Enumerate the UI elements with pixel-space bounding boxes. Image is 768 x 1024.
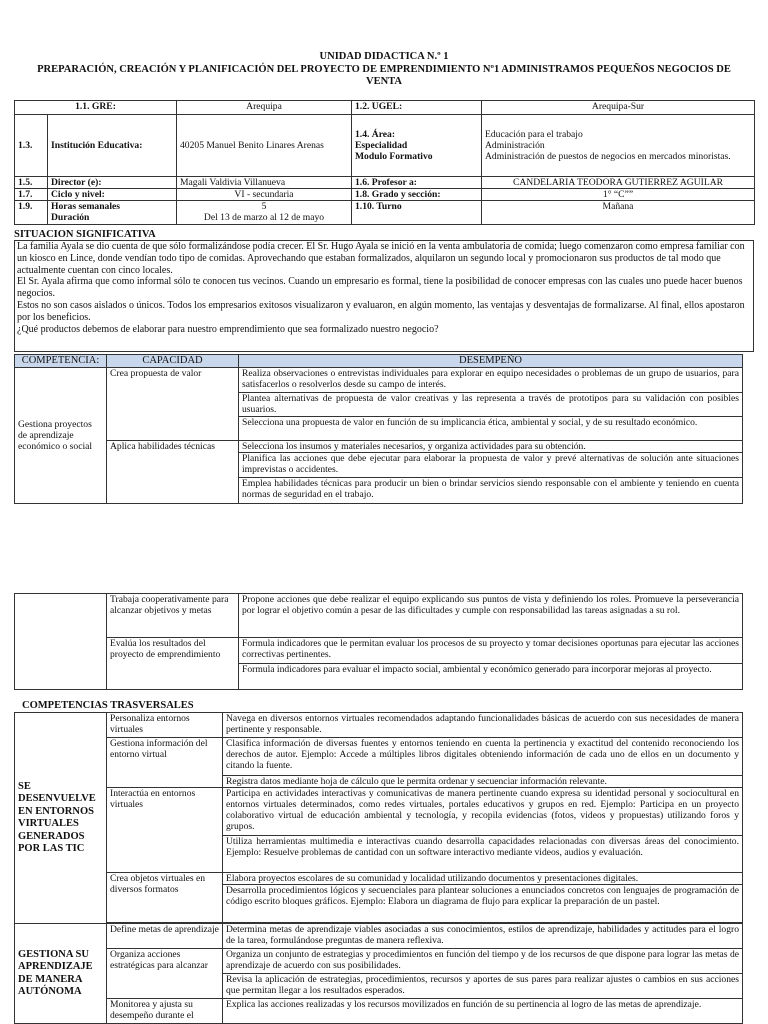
- capacity-header: CAPACIDAD: [107, 355, 239, 368]
- capacity-cell: Evalúa los resultados del proyecto de emprendimiento: [107, 638, 239, 690]
- unit-title: UNIDAD DIDACTICA N.º 1: [319, 51, 449, 62]
- horas-labels: [48, 201, 177, 225]
- gre-label: 1.1. GRE:: [15, 101, 177, 115]
- horas-value: 5: [261, 201, 267, 212]
- situation-paragraph: Estos no son casos aislados o únicos. Todos los empresarios exitosos visualizaron y evaluaron, en algún momento, las ventajas y desventajas de formalizarse. Al final, ellos apostaron por los beneficios.: [17, 299, 745, 323]
- area-labels: [352, 115, 482, 177]
- situation-paragraph: La familia Ayala se dio cuenta de que sólo formalizándose podía crecer. El Sr. Hugo Ayala se inició en la venta ambulatoria de comida; luego comenzaron como empresa familiar con un kiosco en Lince, donde vendían todo tipo de comidas. Aprovechando que estaban formalizados, alquilaron un segundo local y promocionaron sus productos de tal modo que actualmente cuentan con cinco locales.: [17, 241, 745, 276]
- grado-label: 1.8. Grado y sección:: [352, 189, 482, 201]
- situation-box: [14, 240, 754, 352]
- transversal-competency: GESTIONA SU APRENDIZAJE DE MANERA AUTÓNOMA: [15, 924, 107, 1024]
- horas-num: 1.9.: [15, 201, 48, 225]
- competency-table-continued: [14, 593, 743, 690]
- performance-cell: Realiza observaciones o entrevistas individuales para explorar en equipo necesidades o problemas de un grupo de usuarios, para satisfacerlos o resolverlos desde su campo de interés.: [239, 368, 743, 393]
- performance-cell: Utiliza herramientas multimedia e interactivas cuando desarrolla capacidades relacionadas con diversas áreas del conocimiento. Ejemplo: Resuelve problemas de cantidad con un software interactivo mediante videos, audios y evaluación.: [223, 836, 743, 873]
- profesor-value: CANDELARIA TEODORA GUTIERREZ AGUILAR: [482, 177, 755, 189]
- capacity-cell: Crea propuesta de valor: [107, 368, 239, 441]
- area-label: 1.4. Área:: [355, 129, 396, 140]
- performance-cell: Revisa la aplicación de estrategias, procedimientos, recursos y aportes de sus pares para realizar ajustes o cambios en sus acciones que permitan llegar a los resultados esperados.: [223, 974, 743, 999]
- situation-heading: SITUACION SIGNIFICATIVA: [14, 229, 156, 240]
- performance-cell: Clasifica información de diversas fuentes y entornos teniendo en cuenta la pertinencia y exactitud del contenido reconociendo los derechos de autor. Ejemplo: Accede a múltiples libros digitales obteniendo información de cada uno de ellos en un documento y citando la fuente.: [223, 738, 743, 776]
- performance-cell: Propone acciones que debe realizar el equipo explicando sus puntos de vista y definiendo los roles. Promueve la perseverancia por lograr el objetivo común a pesar de las dificultades y cumple con responsabilidad las tareas asignadas a su rol.: [239, 594, 743, 638]
- area-values: [482, 115, 755, 177]
- ie-label: Institución Educativa:: [48, 115, 177, 177]
- performance-cell: Desarrolla procedimientos lógicos y secuenciales para plantear soluciones a enunciados concretos con lenguajes de programación de código escrito bloques gráficos. Ejemplo: Elabora un diagrama de flujo para explicar la preparación de un pastel.: [223, 885, 743, 923]
- especialidad-value: Administración: [485, 140, 545, 151]
- horas-values: [177, 201, 352, 225]
- situation-paragraph: El Sr. Ayala afirma que como informal sólo te conocen tus vecinos. Cuando un empresario es formal, tiene la posibilidad de conocer empresas con las cuales uno puede hacer buenos negocios.: [17, 276, 743, 300]
- capacity-cell: Aplica habilidades técnicas: [107, 441, 239, 504]
- modulo-value: Administración de puestos de negocios en mercados minoristas.: [485, 151, 731, 162]
- competency-header: COMPETENCIA:: [15, 355, 107, 368]
- director-value: Magali Valdivia Villanueva: [177, 177, 352, 189]
- performance-cell: Determina metas de aprendizaje viables asociadas a sus conocimientos, estilos de aprendizaje, habilidades y actitudes para el logro de la tarea, formulándose preguntas de manera reflexiva.: [223, 924, 743, 949]
- performance-cell: Elabora proyectos escolares de su comunidad y localidad utilizando documentos y presentaciones digitales.: [223, 873, 743, 885]
- performance-cell: Emplea habilidades técnicas para producir un bien o brindar servicios siendo responsable con el ambiente y teniendo en cuenta normas de seguridad en el trabajo.: [239, 478, 743, 504]
- turno-label: 1.10. Turno: [352, 201, 482, 225]
- performance-header: DESEMPEÑO: [239, 355, 743, 368]
- turno-value: Mañana: [482, 201, 755, 225]
- capacity-cell: Gestiona información del entorno virtual: [107, 738, 223, 788]
- modulo-label: Modulo Formativo: [355, 151, 433, 162]
- performance-cell: Formula indicadores que le permitan evaluar los procesos de su proyecto y tomar decisiones oportunas para ejecutar las acciones correctivas pertinentes.: [239, 638, 743, 664]
- capacity-cell: Define metas de aprendizaje: [107, 924, 223, 949]
- profesor-label: 1.6. Profesor a:: [352, 177, 482, 189]
- performance-cell: Organiza un conjunto de estrategias y procedimientos en función del tiempo y de los recursos de que dispone para lograr las metas de aprendizaje de acuerdo con sus posibilidades.: [223, 949, 743, 974]
- performance-cell: Planifica las acciones que debe ejecutar para elaborar la propuesta de valor y prevé alternativas de solución ante situaciones imprevistas o accidentes.: [239, 453, 743, 478]
- ciclo-value: VI - secundaria: [177, 189, 352, 201]
- performance-cell: Plantea alternativas de propuesta de valor creativas y las representa a través de prototipos para su validación con posibles usuarios.: [239, 393, 743, 417]
- horas-label: Horas semanales: [51, 201, 121, 212]
- grado-value: 1° “C””: [482, 189, 755, 201]
- ugel-value: Arequipa-Sur: [482, 101, 755, 115]
- competency-name-empty: [15, 594, 107, 690]
- gre-value: Arequipa: [177, 101, 352, 115]
- performance-cell: Explica las acciones realizadas y los recursos movilizados en función de su pertinencia al logro de las metas de aprendizaje.: [223, 999, 743, 1024]
- ie-value: 40205 Manuel Benito Linares Arenas: [177, 115, 352, 177]
- performance-cell: Navega en diversos entornos virtuales recomendados adaptando funcionalidades básicas de acuerdo con sus necesidades de manera pertinente y responsable.: [223, 713, 743, 738]
- transversal-competency: SE DESENVUELVE EN ENTORNOS VIRTUALES GENERADOS POR LAS TIC: [15, 713, 107, 924]
- capacity-cell: Organiza acciones estratégicas para alcanzar: [107, 949, 223, 999]
- performance-cell: Selecciona los insumos y materiales necesarios, y organiza actividades para su obtención.: [239, 441, 743, 453]
- transversal-table: [14, 712, 743, 1024]
- capacity-cell: Crea objetos virtuales en diversos formatos: [107, 873, 223, 923]
- capacity-cell: Personaliza entornos virtuales: [107, 713, 223, 738]
- performance-cell: Participa en actividades interactivas y comunicativas de manera pertinente cuando expresa su identidad personal y sociocultural en entornos virtuales determinados, como redes virtuales, portales educativos y grupos en red. Ejemplo: Participa en un proyecto colaborativo virtual de educación ambiental y tecnología, y recopila evidencias (fotos, videos y propuestas) utilizando foros y grupos.: [223, 788, 743, 836]
- capacity-cell: Monitorea y ajusta su desempeño durante el: [107, 999, 223, 1024]
- ciclo-num: 1.7.: [15, 189, 48, 201]
- general-info-table: [14, 100, 755, 225]
- transversal-heading: COMPETENCIAS TRASVERSALES: [22, 700, 194, 711]
- capacity-cell: Interactúa en entornos virtuales: [107, 788, 223, 873]
- ugel-label: 1.2. UGEL:: [352, 101, 482, 115]
- duracion-label: Duración: [51, 212, 90, 223]
- performance-cell: Selecciona una propuesta de valor en función de su implicancia ética, ambiental y social, y de su resultado económico.: [239, 417, 743, 441]
- unit-subtitle: PREPARACIÓN, CREACIÓN Y PLANIFICACIÓN DEL PROYECTO DE EMPRENDIMIENTO Nº1 ADMINISTRAMOS PEQUEÑOS NEGOCIOS DE: [37, 64, 731, 75]
- situation-question: ¿Qué productos debemos de elaborar para nuestro emprendimiento que sea formalizado nuestro negocio?: [17, 323, 439, 335]
- ciclo-label: Ciclo y nivel:: [48, 189, 177, 201]
- ie-num: 1.3.: [15, 115, 48, 177]
- competency-table: [14, 354, 743, 504]
- performance-cell: Registra datos mediante hoja de cálculo que le permita ordenar y secuenciar información relevante.: [223, 776, 743, 788]
- performance-cell: Formula indicadores para evaluar el impacto social, ambiental y económico generado para incorporar mejoras al proyecto.: [239, 664, 743, 690]
- unit-subtitle-end: VENTA: [366, 76, 402, 87]
- competency-name: Gestiona proyectos de aprendizaje económico o social: [15, 368, 107, 504]
- duracion-value: Del 13 de marzo al 12 de mayo: [203, 212, 325, 223]
- director-num: 1.5.: [15, 177, 48, 189]
- director-label: Director (e):: [48, 177, 177, 189]
- area-value: Educación para el trabajo: [485, 129, 583, 140]
- especialidad-label: Especialidad: [355, 140, 408, 151]
- capacity-cell: Trabaja cooperativamente para alcanzar objetivos y metas: [107, 594, 239, 638]
